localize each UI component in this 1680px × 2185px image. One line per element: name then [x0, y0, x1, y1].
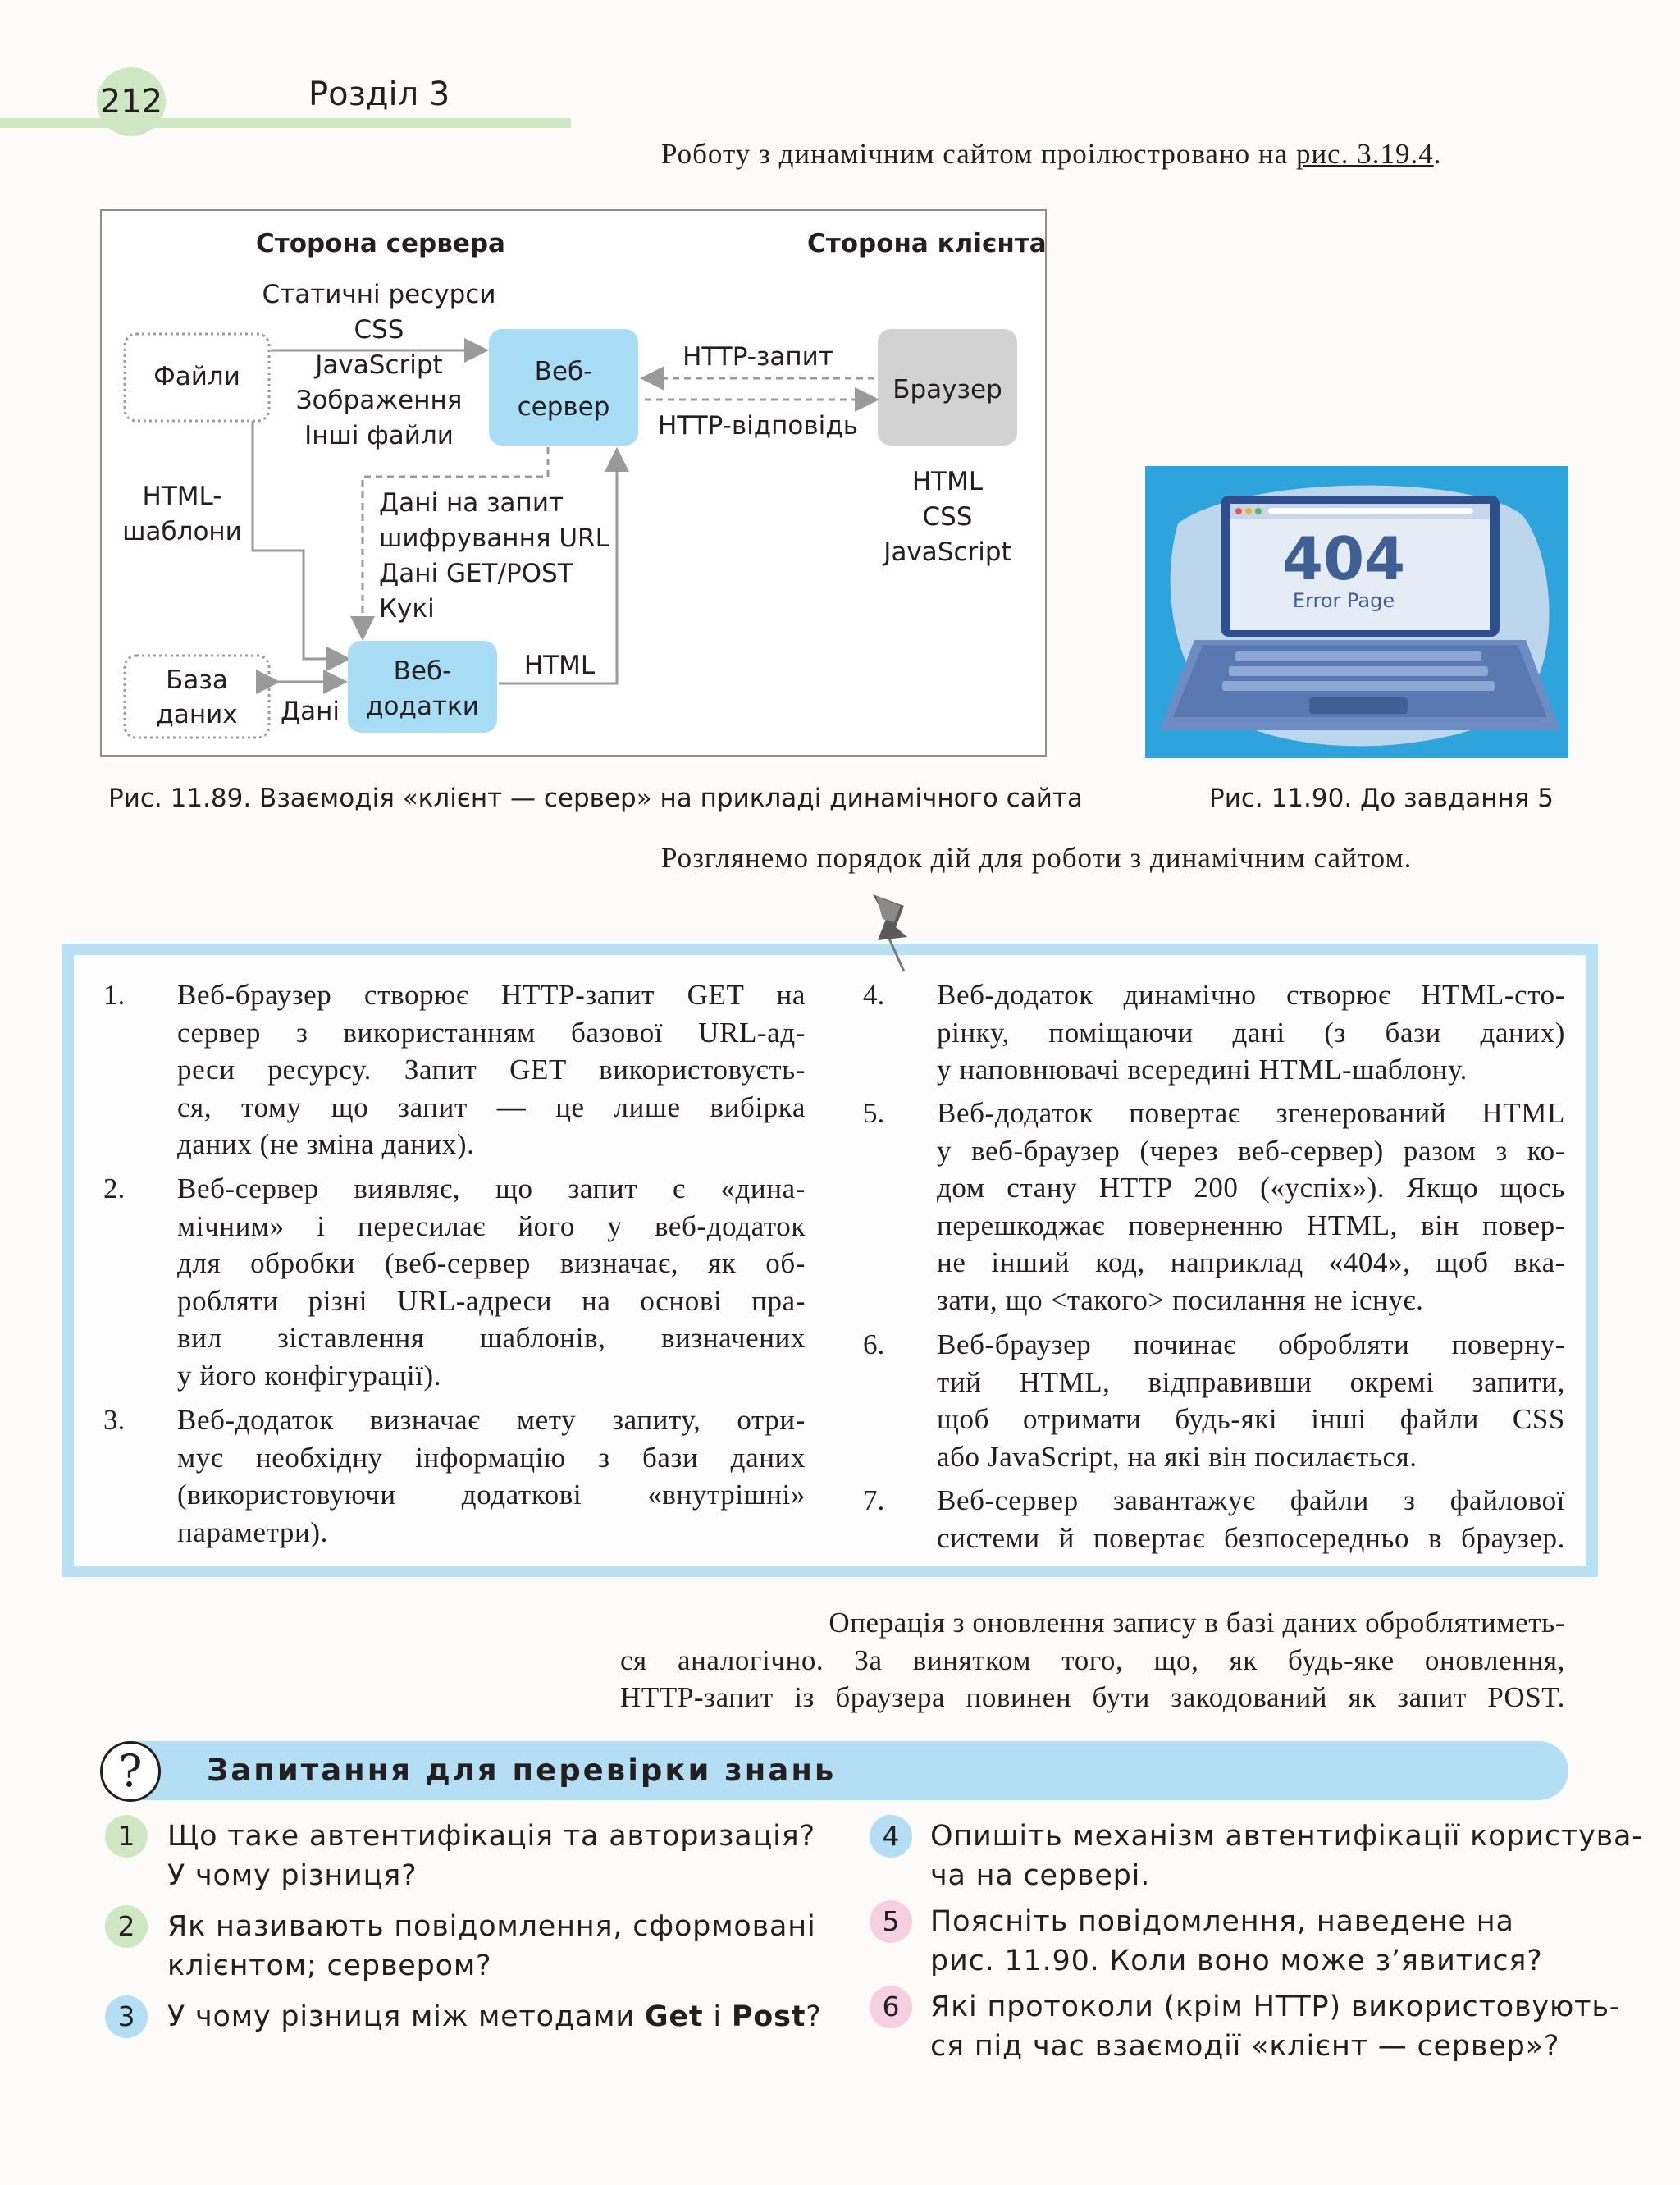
static-images: Зображення [295, 386, 463, 415]
step-number: 7. [863, 1484, 885, 1516]
step-text [937, 976, 1565, 1089]
step-line: мує необхідну інформацію з бази даних [177, 1441, 806, 1474]
question-3-get: Get [644, 2000, 704, 2033]
question-4-line-1: Опишіть механізм автентифікації користува- [930, 1820, 1643, 1853]
step-line: перешкоджає поверненню HTML, він повер- [937, 1209, 1565, 1241]
web-server-label-2: сервер [517, 392, 610, 422]
html-label: HTML [523, 651, 596, 680]
laptop-icon [1145, 466, 1568, 758]
html-templates-label-2: шаблони [122, 517, 242, 546]
files-label: Файли [153, 362, 240, 391]
web-apps-label-2: додатки [366, 692, 479, 721]
static-css: CSS [354, 315, 404, 345]
server-side-heading: Сторона сервера [256, 229, 505, 258]
step-line: зати, що <такого> посилання не існує. [937, 1283, 1424, 1316]
error-code: 404 [1281, 524, 1406, 593]
question-6-number: 6 [870, 1986, 912, 2028]
static-javascript: JavaScript [315, 350, 443, 380]
update-paragraph [620, 1604, 1565, 1716]
question-2 [167, 1907, 816, 1986]
figure-caption-1: Рис. 11.89. Взаємодія «клієнт — сервер» на прикладі динамічного сайта [108, 784, 1083, 813]
question-3-number: 3 [105, 1995, 148, 2038]
question-3-end: ? [806, 2000, 822, 2033]
step-line: сервер з використанням базової URL-ад- [177, 1016, 806, 1049]
update-line-3: HTTP-запит із браузера повинен бути закодований як запит POST. [620, 1681, 1565, 1713]
database-label-2: даних [156, 700, 238, 729]
step-line: тий HTML, відправивши окремі запити, [937, 1365, 1565, 1398]
figure-caption-2: Рис. 11.90. До завдання 5 [1209, 784, 1554, 813]
step-line: даних (не зміна даних). [177, 1128, 475, 1160]
questions-title: Запитання для перевірки знань [207, 1753, 837, 1788]
browser-label: Браузер [892, 375, 1002, 405]
step-number: 1. [103, 979, 126, 1011]
question-1-line-1: Що таке автентифікація та авторизація? [167, 1820, 815, 1853]
question-1 [167, 1817, 815, 1895]
intro-paragraph [661, 138, 1441, 171]
step-line: (використовуючи додаткові «внутрішні» [177, 1479, 806, 1511]
step-line: щоб отримати будь-які інші файли CSS [937, 1403, 1565, 1435]
question-3-post: Post [731, 2000, 806, 2033]
order-intro-paragraph: Розглянемо порядок дій для роботи з динамічним сайтом. [661, 842, 1413, 874]
step-number: 6. [863, 1328, 885, 1360]
http-response-label: HTTP-відповідь [658, 411, 858, 441]
request-data-2: шифрування URL [379, 523, 609, 553]
request-data-1: Дані на запит [379, 488, 564, 518]
page-number: 212 [97, 67, 166, 136]
step-line: Веб-додаток динамічно створює HTML-сто- [937, 979, 1565, 1011]
request-data-3: Дані GET/POST [379, 559, 573, 588]
step-line: для обробки (веб-сервер визначає, як об- [177, 1247, 806, 1279]
step-line: реси ресурсу. Запит GET використовуєть- [177, 1054, 806, 1086]
step-line: системи й повертає безпосередньо в браузер. [937, 1521, 1565, 1554]
step-line: Веб-додаток повертає згенерований HTML [937, 1097, 1565, 1129]
step-line: Веб-сервер виявляє, що запит є «дина- [177, 1172, 806, 1204]
question-3-text: У чому різниця між методами [167, 2000, 645, 2033]
web-server-label-1: Веб- [534, 357, 593, 386]
step-line: у його конфігурації). [177, 1359, 442, 1392]
web-apps-label-1: Веб- [393, 656, 452, 686]
question-2-line-1: Як називають повідомлення, сформовані [167, 1910, 816, 1943]
figure-reference-link[interactable]: рис. 3.19.4 [1295, 138, 1434, 170]
question-6-line-2: ся під час взаємодії «клієнт — сервер»? [930, 2030, 1560, 2063]
question-5-line-1: Поясніть повідомлення, наведене на [930, 1905, 1514, 1938]
step-line: не інший код, наприклад «404», щоб вка- [937, 1246, 1565, 1278]
step-line: Веб-сервер завантажує файли з файлової [937, 1484, 1565, 1516]
question-6 [930, 1987, 1620, 2066]
intro-period: . [1433, 138, 1442, 170]
client-html: HTML [911, 467, 984, 496]
intro-text: Роботу з динамічним сайтом проілюстровано на [661, 138, 1296, 170]
question-mark-glyph: ? [118, 1745, 143, 1797]
step-line: або JavaScript, на які він посилається. [937, 1440, 1418, 1473]
step-line: робляти різні URL-адреси на основі пра- [177, 1284, 806, 1317]
step-text [937, 1482, 1565, 1556]
question-5 [930, 1902, 1543, 1981]
step-line: мічним» і пересилає його у веб-додаток [177, 1209, 806, 1242]
step-text [937, 1326, 1565, 1475]
question-6-line-1: Які протоколи (крім HTTP) використовують- [930, 1991, 1621, 2023]
question-4 [930, 1817, 1643, 1895]
question-2-number: 2 [105, 1905, 148, 1948]
step-text [177, 976, 806, 1163]
error-404-illustration [1145, 466, 1568, 758]
client-side-heading: Сторона клієнта [807, 229, 1047, 258]
step-number: 4. [863, 979, 885, 1011]
step-line: у наповнювачі всередині HTML-шаблону. [937, 1054, 1468, 1086]
step-number: 5. [863, 1097, 885, 1129]
step-line: у веб-браузер (через веб-сервер) разом з ко- [937, 1134, 1565, 1167]
step-line: рінку, поміщаючи дані (з бази даних) [937, 1016, 1565, 1049]
header-rule [0, 118, 571, 128]
pushpin-icon [853, 886, 927, 976]
client-css: CSS [922, 502, 973, 532]
question-1-line-2: У чому різниця? [167, 1859, 418, 1892]
step-text [177, 1401, 806, 1551]
step-text [937, 1095, 1565, 1319]
question-5-number: 5 [870, 1900, 912, 1943]
step-line: Веб-додаток визначає мету запиту, отри- [177, 1404, 806, 1436]
question-5-line-2: рис. 11.90. Коли воно може з’явитися? [930, 1945, 1543, 1977]
question-3-and: і [703, 2000, 732, 2033]
client-server-diagram [100, 209, 1047, 757]
step-line: Веб-браузер створює HTTP-запит GET на [177, 979, 806, 1011]
static-other-files: Інші файли [304, 421, 454, 450]
templates-to-apps-arrow [253, 421, 346, 659]
question-mark-icon [100, 1741, 161, 1802]
step-text [177, 1170, 806, 1394]
error-page-label: Error Page [1292, 589, 1395, 612]
question-4-line-2: ча на сервері. [930, 1859, 1151, 1892]
step-number: 3. [103, 1404, 126, 1436]
question-2-line-2: клієнтом; сервером? [167, 1950, 492, 1982]
update-line-1: Операція з оновлення запису в базі даних оброблятиметь- [829, 1607, 1565, 1639]
web-server-node [489, 329, 638, 446]
data-label: Дані [280, 697, 340, 726]
step-line: вил зіставлення шаблонів, визначених [177, 1322, 806, 1354]
chapter-title: Розділ 3 [308, 75, 450, 113]
step-line: параметри). [177, 1515, 328, 1548]
update-line-2: ся аналогічно. За винятком того, що, як будь-яке оновлення, [620, 1643, 1565, 1676]
request-data-4: Кукі [379, 594, 435, 624]
question-3 [167, 1997, 822, 2036]
step-line: ся, тому що запит — це лише вибірка [177, 1090, 806, 1123]
question-4-number: 4 [870, 1815, 912, 1858]
step-line: Веб-браузер починає обробляти поверну- [937, 1328, 1565, 1360]
question-1-number: 1 [105, 1815, 148, 1858]
step-number: 2. [103, 1172, 126, 1204]
database-label-1: База [166, 665, 228, 695]
static-resources-title: Статичні ресурси [262, 280, 496, 309]
http-request-label: HTTP-запит [682, 342, 833, 372]
client-javascript: JavaScript [883, 537, 1011, 567]
step-line: дом стану HTTP 200 («успіх»). Якщо щось [937, 1172, 1565, 1204]
html-templates-label-1: HTML- [142, 482, 222, 511]
